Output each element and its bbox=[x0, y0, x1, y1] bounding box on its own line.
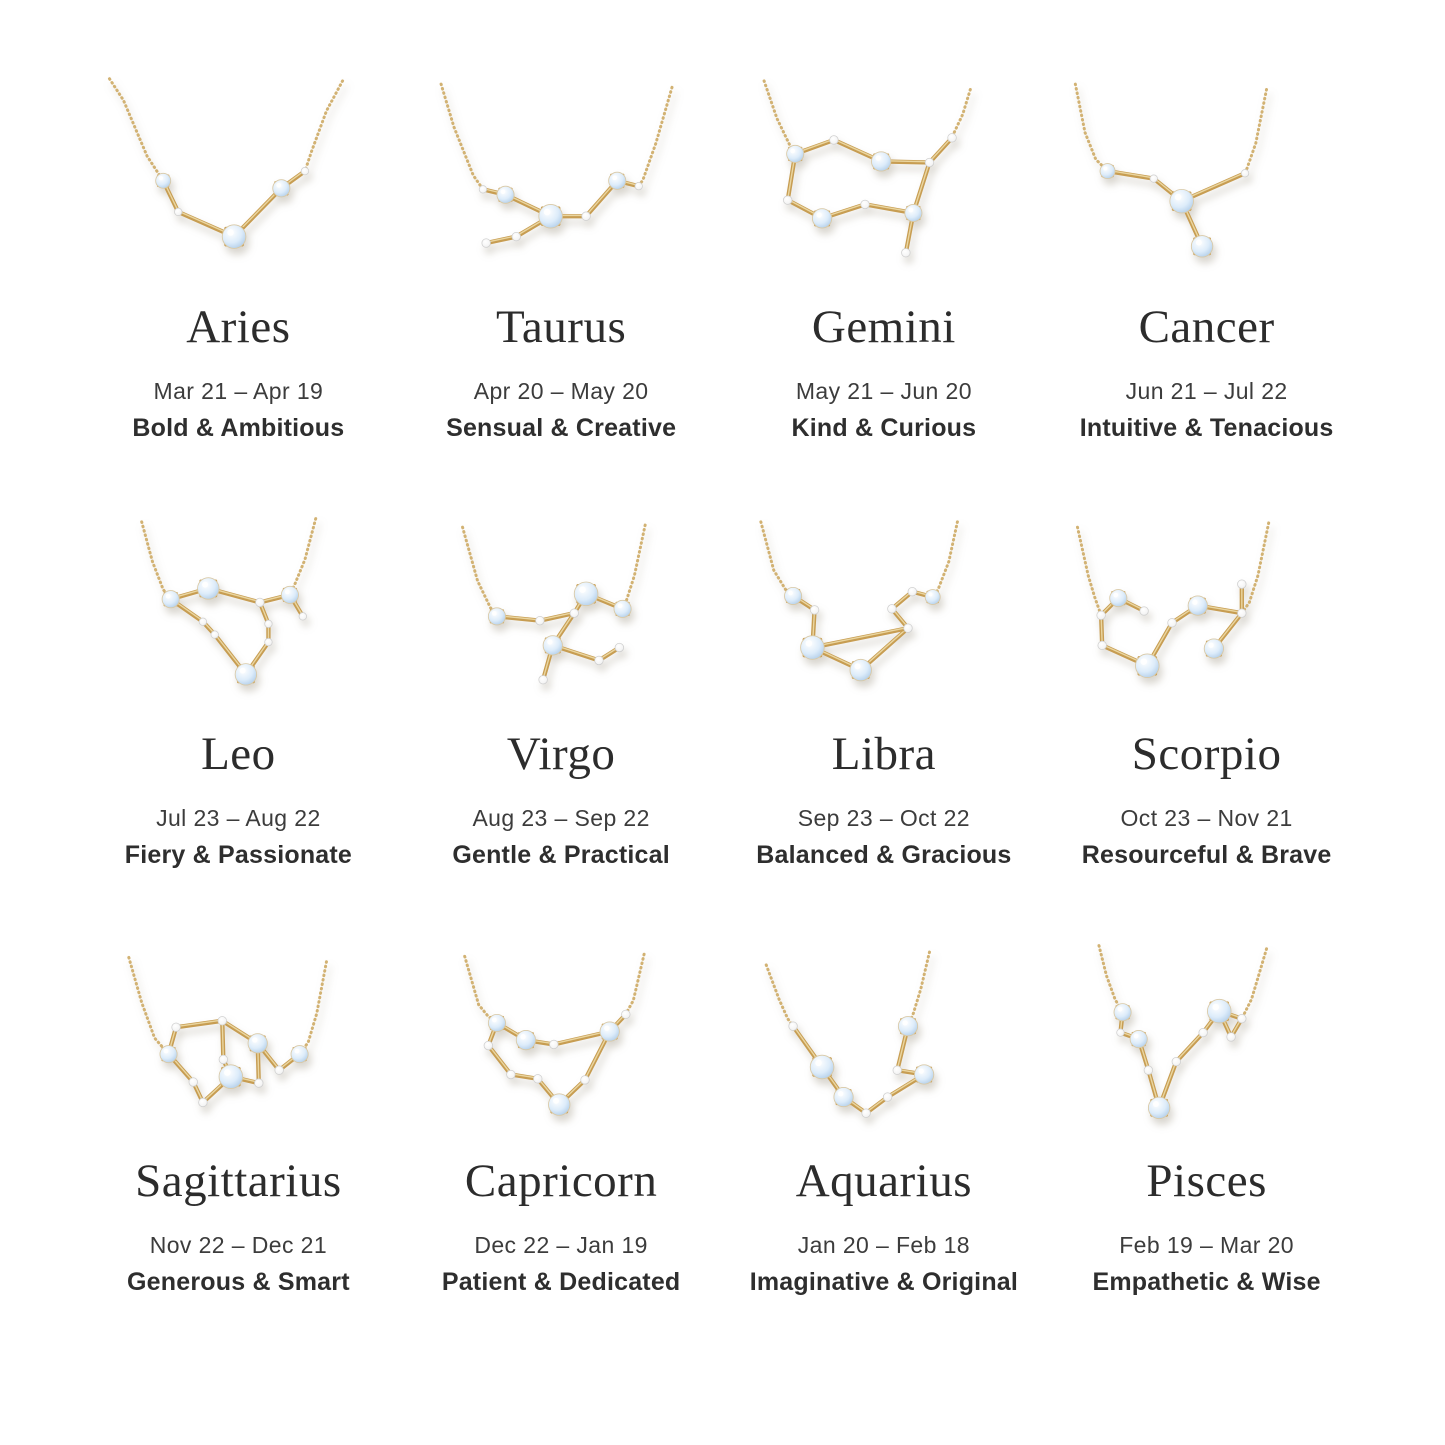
zodiac-traits: Kind & Curious bbox=[791, 414, 977, 443]
moonstone bbox=[1136, 654, 1160, 678]
moonstone-glint bbox=[815, 1060, 822, 1067]
necklace-svg bbox=[88, 922, 389, 1137]
diamond bbox=[1097, 611, 1106, 620]
moonstone-glint bbox=[837, 1091, 842, 1096]
zodiac-name: Gemini bbox=[811, 300, 956, 353]
diamond bbox=[1242, 169, 1250, 177]
moonstone bbox=[1204, 639, 1223, 658]
gold-bar-highlight bbox=[812, 628, 908, 647]
zodiac-traits: Sensual & Creative bbox=[446, 414, 677, 443]
zodiac-dates: Dec 22 – Jan 19 bbox=[474, 1232, 648, 1259]
moonstone-glint bbox=[790, 149, 795, 154]
moonstone bbox=[1100, 164, 1115, 179]
diamond bbox=[533, 1075, 542, 1084]
diamond bbox=[275, 1066, 284, 1075]
necklace-svg bbox=[734, 922, 1035, 1137]
moonstone-glint bbox=[276, 183, 281, 188]
chain-right bbox=[626, 955, 644, 1015]
moonstone bbox=[488, 608, 505, 625]
necklace-image bbox=[88, 495, 389, 710]
chain-right bbox=[638, 87, 671, 186]
moonstone-glint bbox=[547, 639, 552, 644]
moonstone-glint bbox=[252, 1038, 257, 1043]
zodiac-card bbox=[734, 68, 1035, 443]
moonstone-glint bbox=[1141, 658, 1148, 665]
moonstone-glint bbox=[295, 1049, 300, 1054]
moonstone bbox=[1130, 1031, 1147, 1048]
diamond bbox=[887, 605, 896, 614]
chain-left bbox=[441, 84, 483, 189]
zodiac-name: Cancer bbox=[1138, 300, 1275, 353]
moonstone bbox=[548, 1094, 569, 1115]
moonstone bbox=[1114, 1004, 1131, 1021]
moonstone-glint bbox=[1196, 240, 1202, 246]
chain-left bbox=[462, 527, 496, 616]
moonstone-glint bbox=[1114, 593, 1119, 598]
zodiac-traits: Fiery & Passionate bbox=[124, 841, 353, 870]
zodiac-dates: Jan 20 – Feb 18 bbox=[797, 1232, 970, 1259]
diamond bbox=[172, 1023, 181, 1032]
diamond bbox=[1238, 580, 1247, 589]
moonstone-glint bbox=[1153, 1101, 1159, 1107]
chain-left bbox=[109, 79, 163, 181]
chain-right bbox=[622, 525, 645, 609]
moonstone-glint bbox=[166, 594, 171, 599]
zodiac-dates: Feb 19 – Mar 20 bbox=[1119, 1232, 1294, 1259]
moonstone bbox=[574, 582, 598, 606]
zodiac-grid bbox=[88, 68, 1357, 1297]
moonstone-glint bbox=[285, 590, 290, 595]
zodiac-dates: Jun 21 – Jul 22 bbox=[1125, 378, 1288, 405]
chain-left bbox=[464, 957, 496, 1024]
moonstone bbox=[162, 591, 179, 608]
necklace-image bbox=[411, 922, 712, 1137]
zodiac-name: Aquarius bbox=[795, 1155, 973, 1208]
diamond bbox=[535, 617, 544, 626]
zodiac-card bbox=[88, 922, 389, 1297]
diamond bbox=[1199, 1029, 1208, 1038]
moonstone-glint bbox=[854, 663, 860, 669]
zodiac-card bbox=[1056, 495, 1357, 870]
moonstone-glint bbox=[1192, 600, 1197, 605]
chain-left bbox=[764, 81, 795, 154]
moonstone-glint bbox=[1213, 1004, 1220, 1011]
moonstone bbox=[281, 586, 298, 603]
zodiac-name: Scorpio bbox=[1131, 727, 1282, 780]
diamond bbox=[1238, 609, 1247, 618]
diamond bbox=[1140, 607, 1149, 616]
chain-right bbox=[305, 81, 343, 171]
necklace-image bbox=[411, 495, 712, 710]
gold-bar-highlight bbox=[1177, 1032, 1204, 1061]
necklace-svg bbox=[411, 68, 712, 283]
diamond bbox=[256, 598, 265, 607]
moonstone bbox=[925, 590, 940, 605]
zodiac-card bbox=[411, 68, 712, 443]
zodiac-name: Aries bbox=[186, 300, 291, 353]
moonstone-glint bbox=[928, 592, 932, 596]
moonstone-glint bbox=[224, 1070, 231, 1077]
moonstone bbox=[235, 664, 256, 685]
moonstone bbox=[1110, 590, 1127, 607]
diamond bbox=[174, 208, 182, 216]
moonstone bbox=[539, 204, 563, 228]
moonstone bbox=[871, 152, 890, 171]
diamond bbox=[265, 620, 273, 628]
zodiac-traits: Generous & Smart bbox=[127, 1268, 350, 1297]
chain-left bbox=[1076, 84, 1108, 171]
zodiac-dates: Nov 22 – Dec 21 bbox=[149, 1232, 328, 1259]
diamond bbox=[549, 1040, 558, 1049]
necklace-image bbox=[734, 922, 1035, 1137]
zodiac-name: Libra bbox=[831, 727, 937, 780]
necklace-image bbox=[1056, 922, 1357, 1137]
chain-right bbox=[300, 962, 327, 1054]
chain-left bbox=[760, 522, 792, 596]
zodiac-traits: Imaginative & Original bbox=[749, 1268, 1019, 1297]
moonstone bbox=[156, 173, 171, 188]
diamond bbox=[539, 676, 548, 685]
diamond bbox=[482, 239, 491, 248]
diamond bbox=[860, 200, 869, 209]
diamond bbox=[901, 248, 910, 257]
diamond bbox=[615, 643, 624, 652]
chain-right bbox=[952, 89, 970, 137]
diamond bbox=[1098, 641, 1107, 650]
moonstone bbox=[810, 1055, 834, 1079]
moonstone bbox=[833, 1088, 852, 1107]
gold-bar-highlight bbox=[488, 1045, 511, 1074]
diamond bbox=[1168, 619, 1177, 628]
chain-left bbox=[142, 522, 171, 599]
diamond bbox=[484, 1042, 493, 1051]
moonstone bbox=[608, 172, 625, 189]
diamond bbox=[903, 624, 912, 633]
moonstone-glint bbox=[1134, 1034, 1139, 1039]
moonstone bbox=[248, 1034, 267, 1053]
moonstone bbox=[614, 600, 631, 617]
diamond bbox=[1172, 1058, 1181, 1067]
moonstone bbox=[1149, 1097, 1170, 1118]
gold-bar bbox=[812, 628, 908, 647]
chain-left bbox=[1078, 527, 1102, 615]
moonstone-glint bbox=[544, 209, 551, 216]
diamond bbox=[299, 613, 307, 621]
zodiac-dates: Mar 21 – Apr 19 bbox=[153, 378, 324, 405]
moonstone bbox=[222, 225, 246, 249]
diamond bbox=[570, 609, 579, 618]
diamond bbox=[1238, 1015, 1247, 1024]
chain-left bbox=[129, 958, 169, 1055]
necklace-svg bbox=[734, 495, 1035, 710]
moonstone bbox=[160, 1046, 177, 1063]
moonstone-glint bbox=[492, 611, 497, 616]
diamond bbox=[1144, 1066, 1153, 1075]
moonstone-glint bbox=[164, 1049, 169, 1054]
moonstone bbox=[543, 636, 562, 655]
zodiac-name: Capricorn bbox=[464, 1155, 658, 1208]
zodiac-traits: Bold & Ambitious bbox=[132, 414, 345, 443]
zodiac-card bbox=[411, 495, 712, 870]
diamond bbox=[479, 186, 487, 194]
moonstone-glint bbox=[553, 1098, 559, 1104]
diamond bbox=[783, 196, 792, 205]
zodiac-name: Pisces bbox=[1146, 1155, 1267, 1208]
diamond bbox=[512, 232, 521, 241]
moonstone-glint bbox=[908, 208, 913, 213]
zodiac-name: Virgo bbox=[506, 727, 616, 780]
moonstone-glint bbox=[1103, 166, 1107, 170]
necklace-svg bbox=[1056, 68, 1357, 283]
chain-right bbox=[932, 522, 957, 597]
gold-bar bbox=[176, 1021, 222, 1027]
moonstone-glint bbox=[918, 1069, 923, 1074]
diamond bbox=[861, 1109, 870, 1118]
diamond bbox=[788, 1022, 797, 1031]
chain-right bbox=[1242, 949, 1267, 1019]
zodiac-name: Sagittarius bbox=[135, 1155, 342, 1208]
moonstone-glint bbox=[202, 582, 208, 588]
moonstone-glint bbox=[227, 229, 234, 236]
moonstone bbox=[516, 1031, 535, 1050]
necklace-image bbox=[88, 922, 389, 1137]
diamond bbox=[621, 1010, 630, 1019]
moonstone-glint bbox=[612, 175, 617, 180]
moonstone bbox=[850, 659, 871, 680]
moonstone bbox=[904, 204, 921, 221]
diamond bbox=[594, 656, 603, 665]
diamond bbox=[189, 1078, 198, 1087]
chain-right bbox=[290, 519, 316, 595]
diamond bbox=[219, 1055, 228, 1064]
chain-right bbox=[1242, 523, 1269, 613]
moonstone bbox=[812, 209, 831, 228]
zodiac-traits: Intuitive & Tenacious bbox=[1079, 414, 1334, 443]
diamond bbox=[810, 606, 819, 615]
moonstone-glint bbox=[579, 587, 586, 594]
zodiac-traits: Gentle & Practical bbox=[452, 841, 670, 870]
zodiac-card bbox=[411, 922, 712, 1297]
zodiac-dates: Aug 23 – Sep 22 bbox=[472, 805, 650, 832]
moonstone-glint bbox=[1209, 643, 1214, 648]
diamond bbox=[908, 588, 917, 597]
zodiac-card bbox=[88, 68, 389, 443]
moonstone-glint bbox=[240, 668, 246, 674]
necklace-svg bbox=[88, 495, 389, 710]
moonstone-glint bbox=[805, 640, 812, 647]
moonstone bbox=[488, 1015, 505, 1032]
necklace-image bbox=[411, 68, 712, 283]
zodiac-traits: Patient & Dedicated bbox=[441, 1268, 681, 1297]
necklace-svg bbox=[411, 495, 712, 710]
moonstone-glint bbox=[816, 212, 821, 217]
moonstone-glint bbox=[875, 155, 880, 160]
zodiac-card bbox=[88, 495, 389, 870]
moonstone bbox=[786, 145, 803, 162]
zodiac-traits: Empathetic & Wise bbox=[1092, 1268, 1321, 1297]
necklace-image bbox=[734, 495, 1035, 710]
moonstone bbox=[1188, 596, 1207, 615]
zodiac-name: Taurus bbox=[496, 300, 627, 353]
zodiac-card bbox=[1056, 922, 1357, 1297]
moonstone bbox=[219, 1065, 243, 1089]
moonstone-glint bbox=[902, 1020, 907, 1025]
zodiac-dates: Jul 23 – Aug 22 bbox=[156, 805, 321, 832]
moonstone bbox=[273, 180, 290, 197]
moonstone bbox=[784, 588, 801, 605]
necklace-svg bbox=[411, 922, 712, 1137]
necklace-svg bbox=[1056, 922, 1357, 1137]
zodiac-traits: Balanced & Gracious bbox=[756, 841, 1012, 870]
moonstone-glint bbox=[604, 1026, 609, 1031]
moonstone-glint bbox=[1118, 1007, 1123, 1012]
moonstone bbox=[1208, 1000, 1232, 1024]
diamond bbox=[883, 1093, 892, 1102]
moonstone-glint bbox=[159, 176, 163, 180]
necklace-svg bbox=[1056, 495, 1357, 710]
zodiac-name: Leo bbox=[201, 727, 276, 780]
diamond bbox=[1150, 175, 1158, 183]
necklace-svg bbox=[88, 68, 389, 283]
chain-left bbox=[766, 965, 793, 1026]
moonstone-glint bbox=[492, 1018, 497, 1023]
zodiac-card bbox=[734, 495, 1035, 870]
zodiac-traits: Resourceful & Brave bbox=[1081, 841, 1332, 870]
moonstone-glint bbox=[788, 591, 793, 596]
moonstone bbox=[800, 636, 824, 660]
moonstone-glint bbox=[500, 189, 505, 194]
necklace-svg bbox=[734, 68, 1035, 283]
diamond bbox=[218, 1017, 227, 1026]
diamond bbox=[1227, 1033, 1236, 1042]
diamond bbox=[1117, 1029, 1125, 1037]
chain-right bbox=[1245, 89, 1266, 173]
diamond bbox=[925, 158, 934, 167]
necklace-image bbox=[1056, 68, 1357, 283]
diamond bbox=[199, 1098, 208, 1107]
chain-right bbox=[908, 952, 929, 1026]
moonstone bbox=[914, 1065, 933, 1084]
necklace-image bbox=[1056, 495, 1357, 710]
diamond bbox=[211, 631, 219, 639]
zodiac-dates: Oct 23 – Nov 21 bbox=[1120, 805, 1293, 832]
moonstone bbox=[497, 186, 514, 203]
moonstone bbox=[198, 578, 219, 599]
diamond bbox=[265, 639, 273, 647]
diamond bbox=[580, 1076, 589, 1085]
diamond bbox=[506, 1071, 515, 1080]
diamond bbox=[199, 618, 207, 626]
moonstone-glint bbox=[617, 604, 622, 609]
zodiac-dates: Sep 23 – Oct 22 bbox=[797, 805, 970, 832]
diamond bbox=[582, 212, 591, 221]
moonstone bbox=[600, 1022, 619, 1041]
diamond bbox=[254, 1079, 263, 1088]
diamond bbox=[635, 182, 643, 190]
zodiac-card bbox=[734, 922, 1035, 1297]
moonstone-glint bbox=[1175, 194, 1182, 201]
moonstone bbox=[1192, 236, 1213, 257]
chain-left bbox=[1099, 946, 1123, 1013]
diamond bbox=[892, 1066, 901, 1075]
necklace-image bbox=[734, 68, 1035, 283]
zodiac-card bbox=[1056, 68, 1357, 443]
zodiac-dates: Apr 20 – May 20 bbox=[473, 378, 649, 405]
diamond bbox=[301, 167, 309, 175]
moonstone bbox=[1170, 189, 1194, 213]
moonstone-glint bbox=[520, 1034, 525, 1039]
diamond bbox=[829, 136, 838, 145]
moonstone bbox=[291, 1046, 308, 1063]
zodiac-dates: May 21 – Jun 20 bbox=[795, 378, 972, 405]
necklace-image bbox=[88, 68, 389, 283]
diamond bbox=[947, 134, 956, 143]
moonstone bbox=[898, 1017, 917, 1036]
